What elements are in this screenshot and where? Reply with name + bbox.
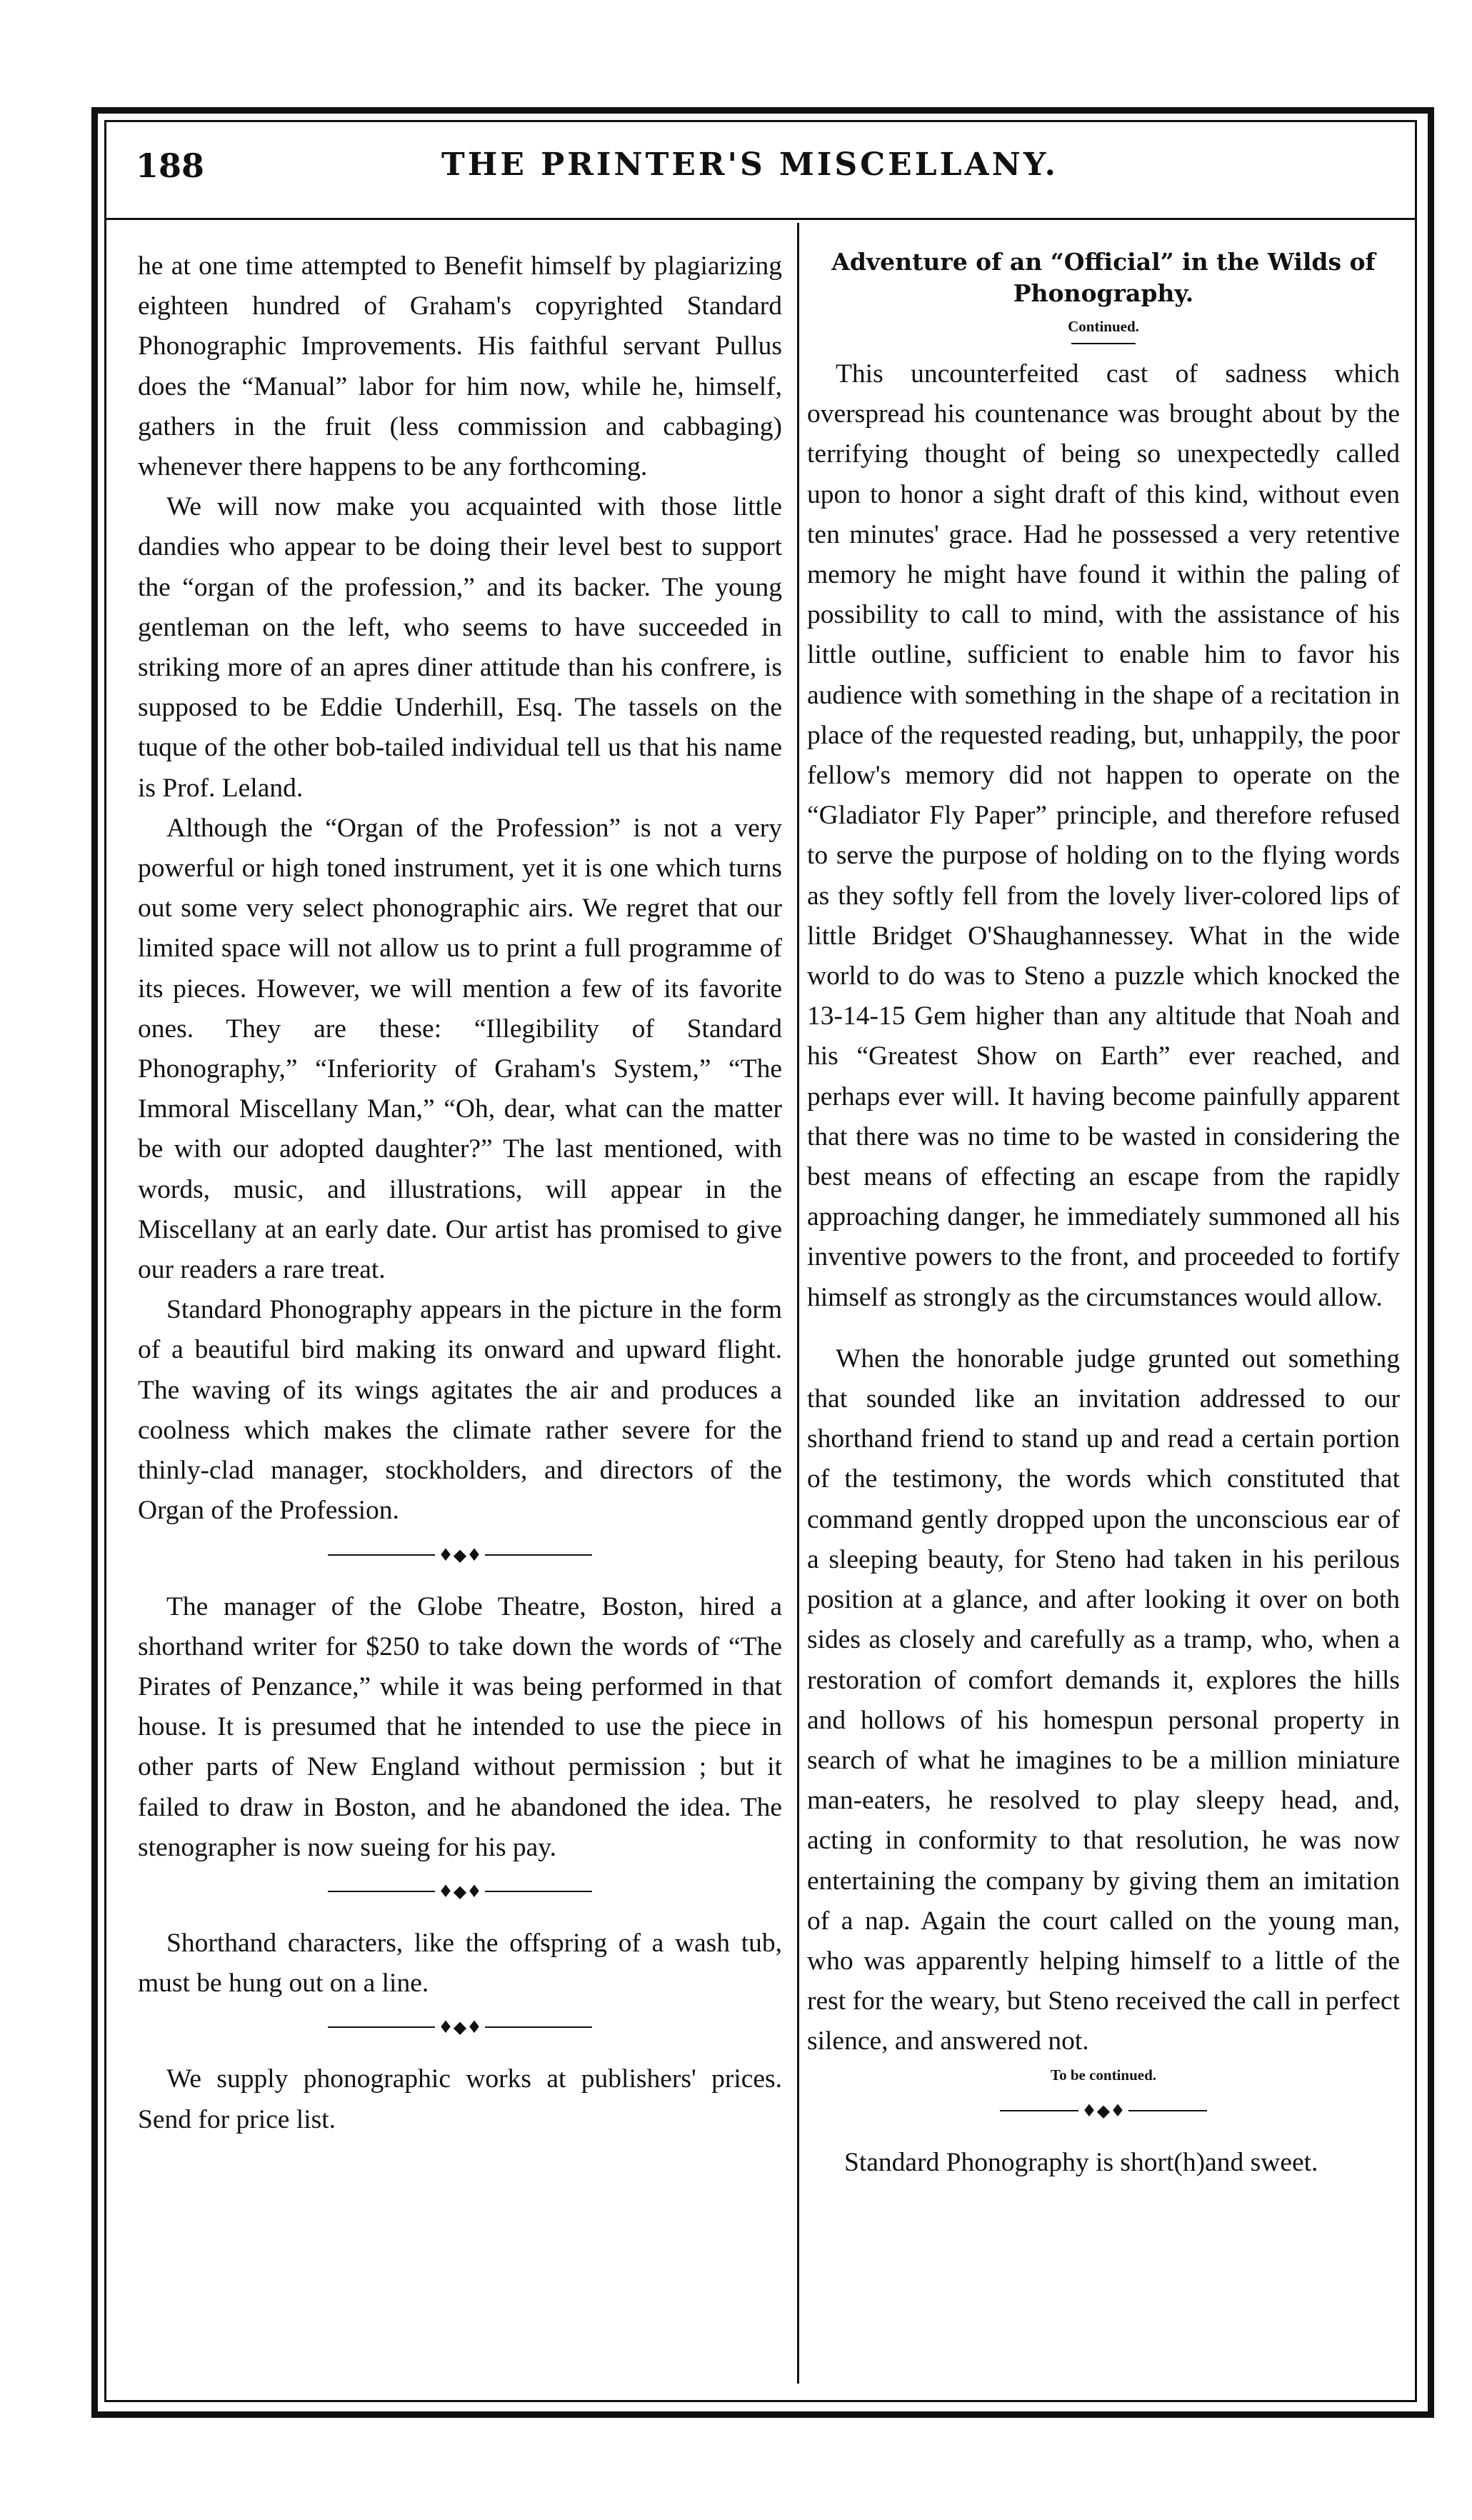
ornament-divider (138, 1536, 782, 1574)
paragraph: The manager of the Globe Theatre, Boston, hired a shorthand writer for $250 to take down the words of “The Pirates of Penzance,” while it was being performed in that house. It is presumed that he intended to use the piece in other parts of New England without permission ; but it failed to draw in Boston, and he abandoned the idea. The stenographer is now sueing for his pay. (138, 1591, 782, 1862)
paragraph: Although the “Organ of the Profession” is not a very powerful or high toned instrument, yet it is one which turns out some very select phonographic airs. We regret that our limited space will not allow us to print a full programme of its pieces. However, we will mention a few of its favorite ones. They are these: “Illegibility of Standard Phonography,” “Inferiority of Graham's System,” “The Immoral Miscellany Man,” “Oh, dear, what can the matter be with our adopted daughter?” The last mentioned, with words, music, and illustrations, will appear in the Miscellany at an early date. Our artist has promised to give our readers a rare treat. (138, 813, 782, 1285)
ornament-divider (138, 1872, 782, 1911)
ornament-divider (807, 2091, 1400, 2130)
closing-line: Standard Phonography is short(h)and sweet. (844, 2147, 1318, 2177)
ornament-line (328, 1891, 435, 1892)
journal-title: THE PRINTER'S MISCELLANY. (441, 146, 1058, 183)
paragraph-gap (807, 1318, 1400, 1339)
running-head (136, 146, 1436, 211)
continued-label: Continued. (1068, 318, 1139, 335)
left-column (138, 246, 782, 2140)
ornament-line (328, 1554, 435, 1556)
ornament-line (485, 2026, 592, 2028)
column-divider (797, 223, 799, 2384)
ornament-icon: ♦◆♦ (1081, 2100, 1126, 2121)
paragraph: We supply phonographic works at publishers' prices. Send for price list. (138, 2064, 782, 2134)
article-title: Adventure of an “Official” in the Wilds of Phonography. (831, 248, 1376, 307)
paragraph: he at one time attempted to Benefit himself by plagiarizing eighteen hundred of Graham's copyrighted Standard Phonographic Improvements. His faithful servant Pullus does the “Manual” labor for him now, while he, himself, gathers in the fruit (less commission and cabbaging) whenever there happens to be any forthcoming. (138, 251, 782, 482)
to-be-continued-label: To be continued. (1050, 2066, 1156, 2084)
paragraph: We will now make you acquainted with those little dandies who appear to be doing their level best to support the “organ of the profession,” and its backer. The young gentleman on the left, who seems to have succeeded in striking more of an apres diner attitude than his confrere, is supposed to be Eddie Underhill, Esq. The tassels on the tuque of the other bob-tailed individual tell us that his name is Prof. Leland. (138, 492, 782, 803)
page-number: 188 (136, 146, 205, 185)
ornament-line (1128, 2110, 1207, 2111)
ornament-line (485, 1891, 592, 1892)
ornament-line (485, 1554, 592, 1556)
right-column (807, 246, 1400, 2183)
paragraph: When the honorable judge grunted out something that sounded like an invitation addressed to our shorthand friend to stand up and read a certain portion of the testimony, the words which constituted that command gently dropped upon the unconscious ear of a sleeping beauty, for Steno had taken in his perilous position at a glance, and after looking it over on both sides as closely and carefully as a tramp, who, when a restoration of comfort demands it, explores the hills and hollows of his homespun personal property in search of what he imagines to be a million miniature man-eaters, he resolved to play sleepy head, and, acting in conformity to that resolution, he was now entertaining the company by giving them an imitation of a nap. Again the court called on the young man, who was apparently helping himself to a little of the rest for the weary, but Steno received the call in perfect silence, and answered not. (807, 1344, 1400, 2056)
ornament-line (328, 2026, 435, 2028)
ornament-line (1000, 2110, 1078, 2111)
ornament-icon: ♦◆♦ (438, 1544, 482, 1565)
ornament-divider (138, 2008, 782, 2046)
header-rule (104, 218, 1417, 220)
paragraph: This uncounterfeited cast of sadness which overspread his countenance was brought about by the terrifying thought of being so unexpectedly called upon to honor a sight draft of this kind, without even ten minutes' grace. Had he possessed a very retentive memory he might have found it within the paling of possibility to call to mind, with the assistance of his little outline, sufficient to enable him to favor his audience with something in the shape of a recitation in place of the requested reading, but, unhappily, the poor fellow's memory did not happen to operate on the “Gladiator Fly Paper” principle, and therefore refused to serve the purpose of holding on to the flying words as they softly fell from the lovely liver-colored lips of little Bridget O'Shaughannessey. What in the wide world to do was to Steno a puzzle which knocked the 13-14-15 Gem higher than any altitude that Noah and his “Greatest Show on Earth” ever reached, and perhaps ever will. It having become painfully apparent that there was no time to be wasted in considering the best means of effecting an escape from the rapidly approaching danger, he immediately summoned all his inventive powers to the front, and proceeded to fortify himself as strongly as the circumstances would allow. (807, 359, 1400, 1312)
paragraph: Standard Phonography appears in the picture in the form of a beautiful bird making its onward and upward flight. The waving of its wings agitates the air and produces a coolness which makes the climate rather severe for the thinly-clad manager, stockholders, and directors of the Organ of the Profession. (138, 1295, 782, 1526)
ornament-icon: ♦◆♦ (438, 2017, 482, 2038)
ornament-icon: ♦◆♦ (438, 1881, 482, 1901)
paragraph: Shorthand characters, like the offspring of a wash tub, must be hung out on a line. (138, 1928, 782, 1999)
caption-rule (1071, 343, 1136, 344)
